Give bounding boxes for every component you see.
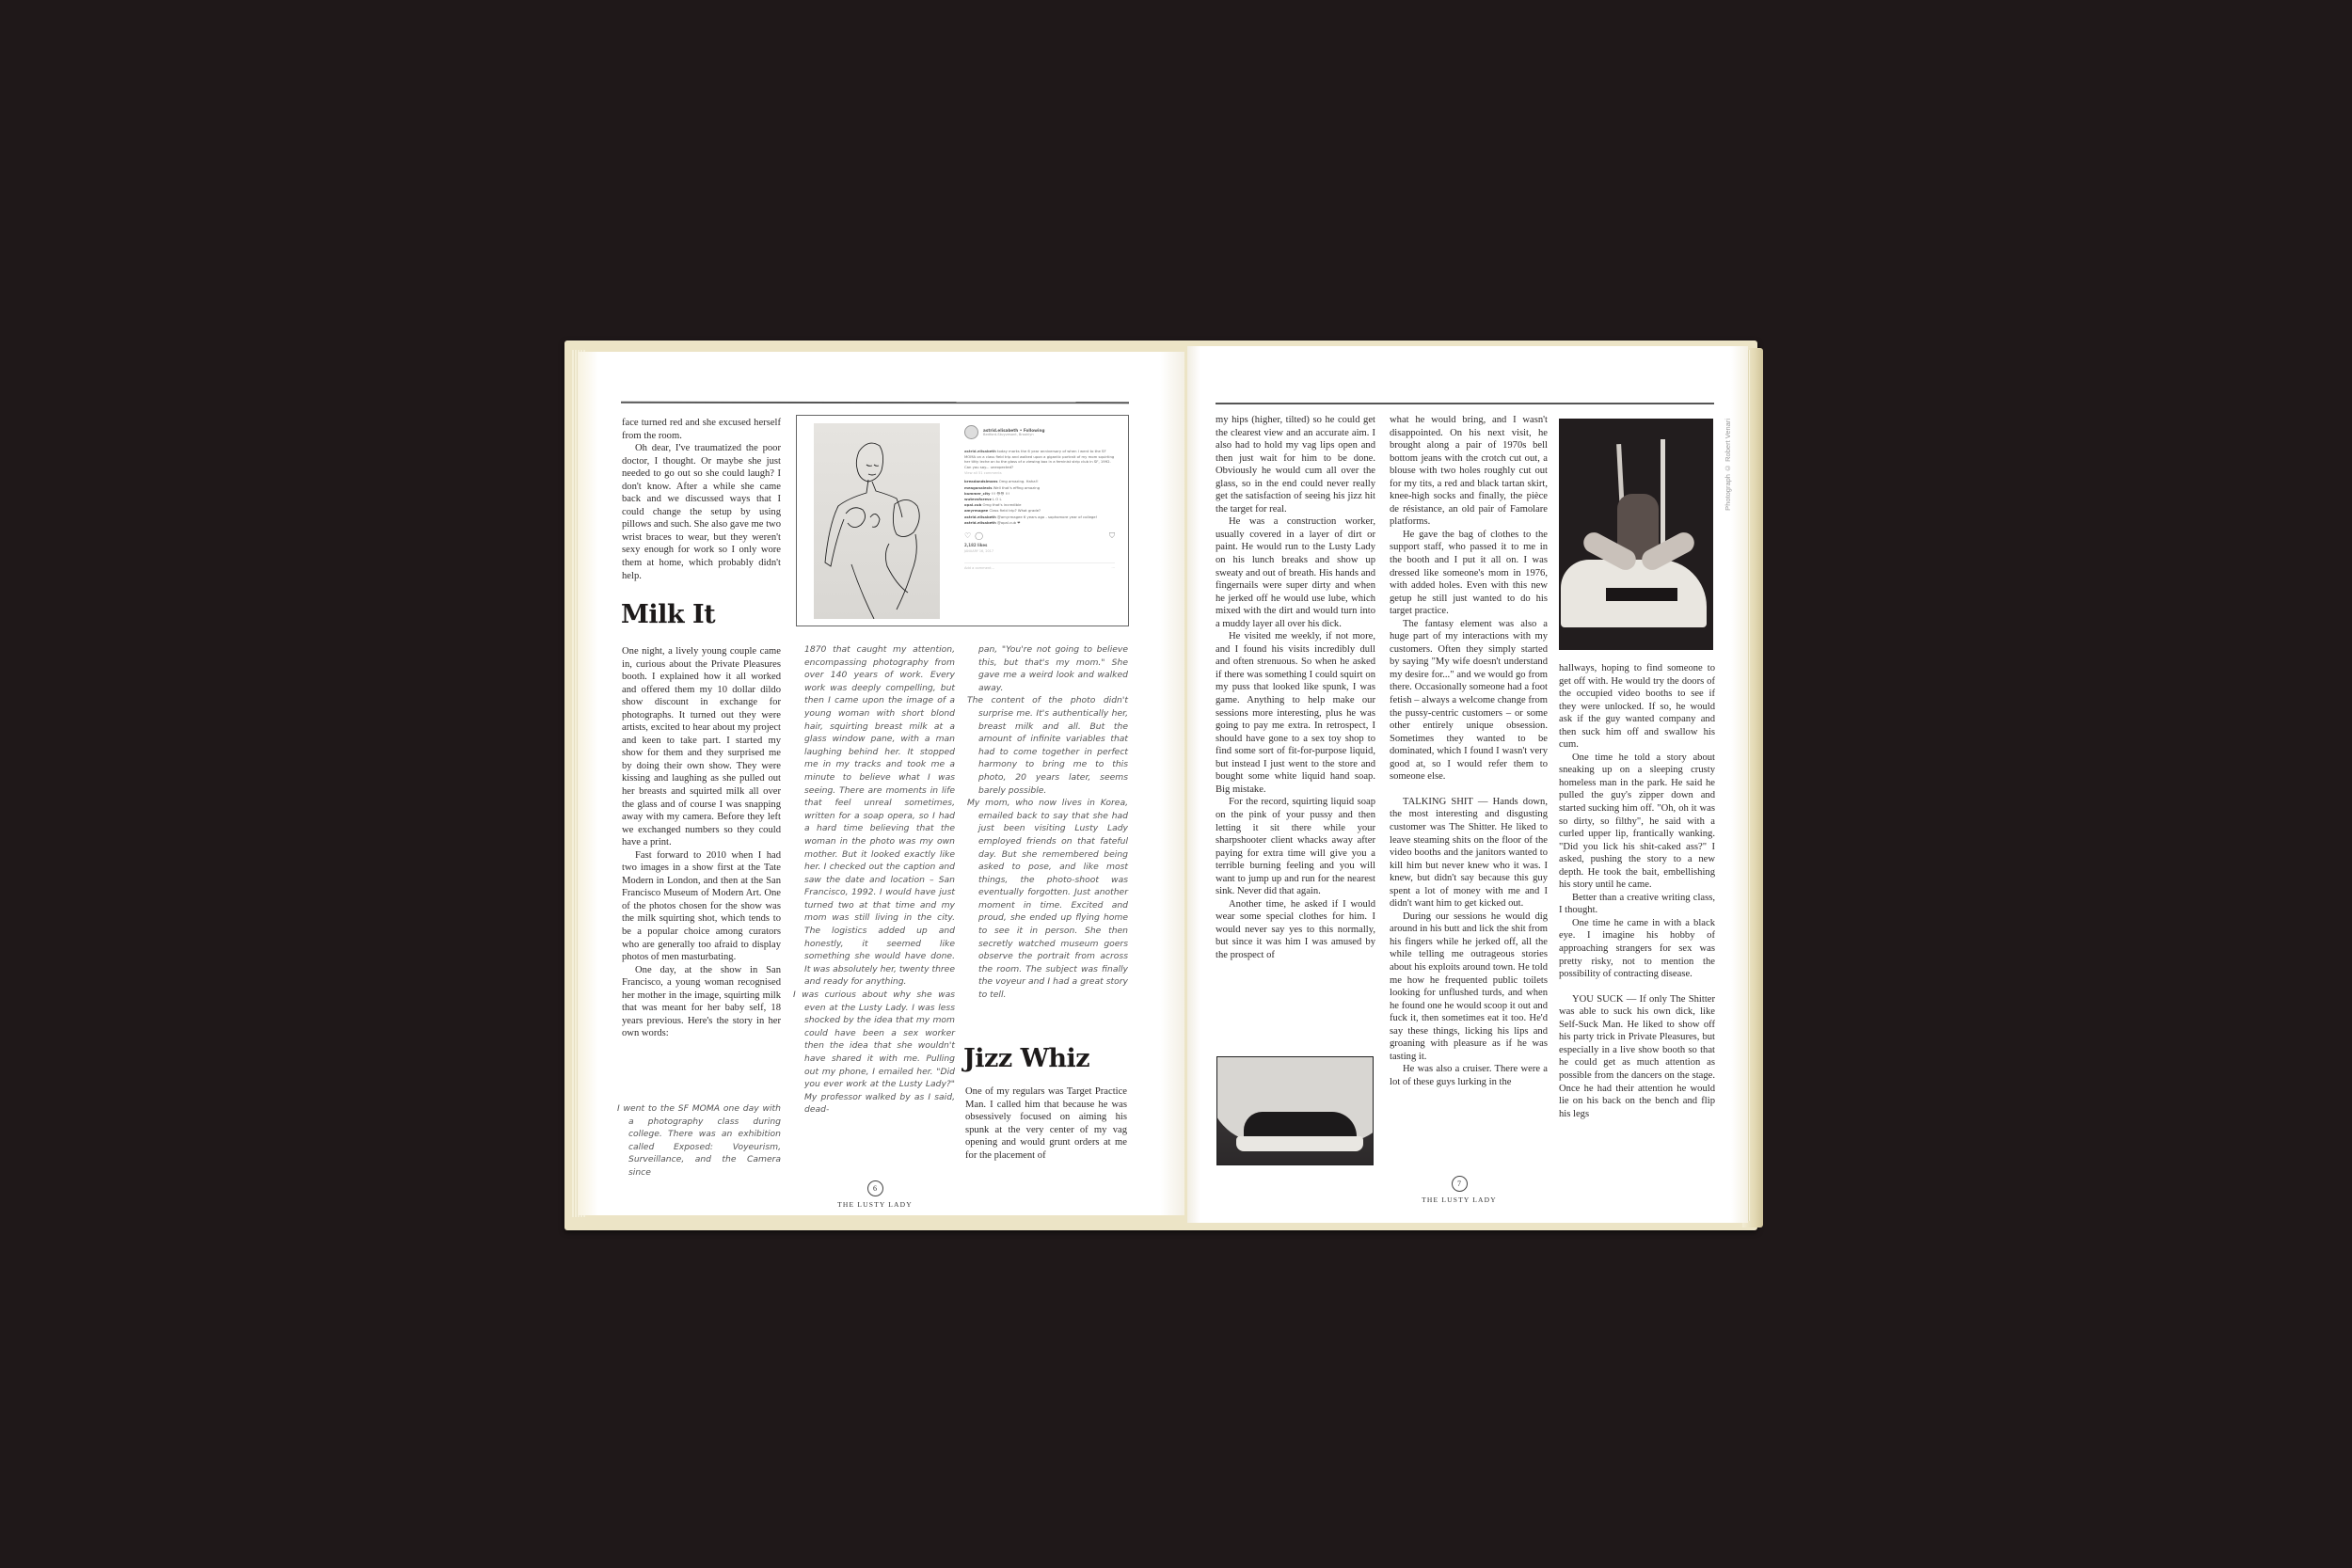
left-col2-quote [793, 643, 955, 1117]
comment-text: @amyrmagee 6 years ago - sophomore year of college! [997, 514, 1098, 519]
platform-shoe-photo [1216, 1056, 1374, 1165]
right-col1 [1216, 414, 1375, 962]
paragraph: He gave the bag of clothes to the support staff, who passed it to me in the booth and I put it all on. I was dressed like someone's mom in 1976, with added holes. Even with this new getup he still just wanted to do his target practice. [1390, 529, 1548, 617]
comment-text: @opal.cub ❤ [997, 519, 1021, 525]
right-col3 [1559, 662, 1715, 1120]
paragraph: what he would bring, and I wasn't disappointed. On his next visit, he brought along a pair of 1970s bell bottom jeans with the crotch cut out, a blouse with two holes roughly cut out for my tits, a red and black tartan skirt, knee-high socks and finally, the pièce de résistance, an old pair of Famolare platforms. [1390, 415, 1548, 528]
comment-text: L O L [992, 496, 1002, 501]
comment-text: !!! 😳😳 !!! [991, 490, 1010, 496]
paragraph: During our sessions he would dig around in his butt and lick the shit from his fingers while he jerked off, all the while telling me outrageous stories about his exploits around town. He told me how he frequented public toilets looking for unflushed turds, and when he found one he would scoop it out and fuck it, then sometimes eat it too. He'd say these things, licking his lips and groaning with pleasure as if he was tasting it. [1390, 911, 1548, 1062]
photo-detail [1236, 1136, 1363, 1151]
comment-user[interactable]: bummer_city [964, 490, 991, 496]
paragraph: my hips (higher, tilted) so he could get the clearest view and an accurate aim. I also had to hold my vag lips open and then just wait for him to be done. Obviously he would cum all over the glass, so in the end could never really get the satisfaction of seeing his jizz hit the target for real. [1216, 415, 1375, 515]
line-drawing-image [814, 423, 940, 619]
comment [964, 520, 1115, 526]
paragraph: The fantasy element was also a huge part of my interactions with my customers. Often they simply started by saying "My wife doesn't understand my desire for..." and we would go from there. Occasionally someone had a foot fetish – always a welcome change from the pussy-centric customers – or some other entirely unique obsession. Sometimes they wanted to be dominated, which I found I wasn't very good at, so I would refer them to someone else. [1390, 618, 1548, 783]
paragraph: One of my regulars was Target Practice Man. I called him that because he was obsessively focused on aiming his spunk at the very center of my vag opening and would grunt orders at me for the placement of [965, 1086, 1127, 1161]
more-options-icon[interactable]: ⋯ [1111, 566, 1115, 570]
caption-text: today marks the 6 year anniversary of when I went to the SF MOMA on a class field trip and walked upon a gigantic portrait of my mom squirting her titty leche on to the glass of a viewing box in a feminist strip club in SF, 1992. Can you say... unexpected? [964, 449, 1115, 469]
comment-text: Omg that's incredible [982, 502, 1022, 508]
paragraph: He was a construction worker, usually covered in a layer of dirt or paint. He would run to the Lusty Lady on his lunch breaks and show up sweaty and out of breath. His hands and fingernails were super dirty and when he jerked off he would use lube, which mixed with the dirt and would turn into a muddy layer all over his dick. [1216, 516, 1375, 629]
performer-photo [1559, 419, 1713, 650]
section-heading-milk-it: Milk It [621, 600, 716, 629]
photo-credit: Photograph © Robert Venari [1724, 419, 1732, 511]
comments-list [964, 479, 1115, 526]
quote-paragraph: My mom, who now lives in Korea, emailed back to say that she had just been visiting Lusty Lady employed friends on that fateful day. But she remembered being asked to pose, and like most things, the photo-shoot was eventually forgotten. Just another moment in time. Excited and proud, she ended up flying home to see it in person. She then secretly watched museum goers observe the portrait from across the room. The subject was finally the voyeur and I had a great story to tell. [967, 798, 1128, 1001]
page-number: 6 [867, 1180, 883, 1196]
follow-button[interactable]: Following [1023, 428, 1045, 433]
comment-icon[interactable]: ◯ [975, 531, 984, 540]
view-all-comments-link[interactable]: View all 51 comments [964, 471, 1002, 476]
line-drawing-illustration [814, 423, 940, 619]
left-col1-body [622, 645, 781, 1040]
instagram-header: astrid.elisabeth • Following Bedford-Stuyvesant, Brooklyn [964, 425, 1115, 439]
comment-text: Omg amazing. Haha!! [998, 479, 1039, 484]
comment-user[interactable]: astrid.elisabeth [964, 514, 996, 519]
comment-user[interactable]: wutevsforevz [964, 496, 992, 501]
paragraph: hallways, hoping to find someone to get off with. He would try the doors of the occupied video booths to see if they were unlocked. If so, he would ask if the guy wanted company and then suck him off and swallow his cum. [1559, 663, 1715, 751]
paragraph: face turned red and she excused herself from the room. [622, 418, 781, 441]
quote-paragraph: I was curious about why she was even at the Lusty Lady. I was less shocked by the idea that my mom could have been a sex worker then the idea that she wouldn't have shared it with me. Pulling out my phone, I emailed her. "Did you ever work at the Lusty Lady?" My professor walked by as I said, dead- [793, 990, 955, 1116]
paragraph: Oh dear, I've traumatized the poor doctor, I thought. Or maybe she just needed to go out so she could laugh? I don't know. After a while she came back and we discussed ways that I could change the setup by using pillows and such. She also gave me two wrist braces to wear, but they weren't sexy enough for work so I only wore them at home, which probably didn't help. [622, 443, 781, 581]
paragraph: Another time, he asked if I would wear some special clothes for him. I would never say yes to this normally, but since it was him I was amused by the prospect of [1216, 898, 1375, 960]
photo-detail [1661, 439, 1665, 547]
quote-paragraph: I went to the SF MOMA one day with a photography class during college. There was an exhibition called Exposed: Voyeurism, Surveillance, and the Camera since [617, 1103, 781, 1178]
running-footer-title: THE LUSTY LADY [837, 1200, 913, 1209]
left-col1-top [622, 417, 781, 582]
instagram-sidebar [964, 425, 1115, 570]
instagram-post-figure [796, 415, 1129, 626]
caption-username[interactable]: astrid.elisabeth [964, 449, 996, 453]
comment-user[interactable]: breadandsimons [964, 479, 998, 484]
left-page-footer [809, 1180, 941, 1209]
section-you-suck: YOU SUCK — If only The Shitter was able to suck his own dick, like Self-Suck Man. He liked to show off his party trick in Private Pleasures, but especially in a live show booth so that he could get as much attention as possible from the dancers on the stage. Once he had their attention he would lie on his back on the bench and flip his legs [1559, 993, 1715, 1119]
quote-paragraph: The content of the photo didn't surprise me. It's authentically her, breast milk and all. But the amount of infinite variables that had to come together in perfect harmony to bring me to this photo, 20 years later, seems barely possible. [967, 695, 1128, 796]
post-date: JANUARY 16, 2017 [964, 549, 993, 553]
right-page-top-rule [1216, 403, 1714, 404]
left-col3-body [965, 1085, 1127, 1162]
quote-paragraph: 1870 that caught my attention, encompassing photography from over 140 years of work. Every work was deeply compelling, but then I came upon the image of a young woman with short blond hair, squirting breast milk at a glass window pane, with a man laughing behind her. It stopped me in my tracks and took me a minute to believe what I was seeing. There are moments in life that feel unreal sometimes, written for a soap opera, so I had a hard time believing that the woman in the photo was my own mother. But it looked exactly like her. I checked out the caption and saw the date and location – San Francisco, 1992. I would have just turned two at that time and my mom was still living in the city. The logistics added up and honestly, it seemed like something she would have done. It was absolutely her, twenty three and ready for anything. [804, 644, 955, 988]
right-col2 [1390, 414, 1548, 1088]
bookmark-icon[interactable]: ⛉ [1109, 531, 1115, 540]
paragraph: He was also a cruiser. There were a lot of these guys lurking in the [1390, 1064, 1548, 1087]
add-comment-row [964, 562, 1115, 570]
running-footer-title: THE LUSTY LADY [1422, 1196, 1497, 1204]
left-col1-quote [617, 1102, 781, 1180]
paragraph: Fast forward to 2010 when I had two images in a show first at the Tate Modern in London, and then at the San Francisco Museum of Modern Art. One of the photos chosen for the show was the milk squirting shot, which tends to be a popular choice among curators who are generally too afraid to display photos of men masturbating. [622, 849, 781, 963]
comment-user[interactable]: astrid.elisabeth [964, 519, 996, 525]
paragraph: One day, at the show in San Francisco, a young woman recognised her mother in the image, squirting milk that was meant for her baby self, 18 years previous. Here's the story in her own words: [622, 964, 781, 1039]
avatar[interactable] [964, 425, 978, 439]
comment-text: Class field trip? What grade? [989, 508, 1041, 514]
paragraph: One time he came in with a black eye. I imagine his hobby of approaching strangers for sex was pretty risky, not to mention the possibility of contracting disease. [1559, 917, 1715, 980]
left-col3-quote [967, 643, 1128, 1002]
comment-user[interactable]: meaganalexis [964, 484, 993, 490]
username-link[interactable]: astrid.elisabeth [983, 428, 1019, 433]
location-link[interactable]: Bedford-Stuyvesant, Brooklyn [983, 433, 1034, 436]
page-number: 7 [1452, 1176, 1468, 1192]
paragraph: One night, a lively young couple came in, curious about the Private Pleasures booth. I explained how it all worked and offered them my 10 dollar dildo show discount in exchange for photographs. It turned out they were artists, excited to hear about my project and keen to take part. I started my show for them and they surprised me by doing their own show. They were kissing and laughing as she pulled out her breasts and squirted milk all over the glass and of course I was snapping away with my camera. Before they left we exchanged numbers so they could have a print. [622, 646, 781, 848]
section-heading-jizz-whiz: Jizz Whiz [963, 1044, 1090, 1073]
likes-count: 2,182 likes [964, 543, 988, 547]
quote-paragraph: pan, "You're not going to believe this, but that's my mom." She gave me a weird look and walked away. [978, 644, 1128, 693]
comment-user[interactable]: opal.cub [964, 502, 982, 508]
paragraph: One time he told a story about sneaking up on a sleeping crusty homeless man in the park. He said he pulled the guy's zipper down and started sucking him off. "Oh, oh it was so dirty, so filthy", he said with a curled upper lip, frantically wanking. "Did you lick his shit-caked ass?" I asked, pushing the story to a new depth. He took the bait, embellishing his story until he came. [1559, 752, 1715, 891]
comment-text: Well that's effing amazing [993, 484, 1041, 490]
post-caption [964, 449, 1115, 469]
section-talking-shit: TALKING SHIT — Hands down, the most interesting and disgusting customer was The Shitter. He liked to leave steaming shits on the floor of the video booths and the janitors wanted to kill him but never knew who it was. I knew, but didn't say because this guy spent a lot of money with me and I didn't want him to get kicked out. [1390, 796, 1548, 910]
heart-icon[interactable]: ♡ [964, 531, 972, 540]
post-actions [964, 531, 1115, 541]
add-comment-input[interactable]: Add a comment... [964, 566, 994, 570]
right-page-footer [1393, 1176, 1525, 1204]
paragraph: For the record, squirting liquid soap on the pink of your pussy and then letting it sit there while your sharpshooter client whacks away after paying for extra time will give you a terrible burning feeling and you will want to jump up and run for the nearest sink. Never did that again. [1216, 797, 1375, 897]
paragraph: He visited me weekly, if not more, and I found his visits incredibly dull and often strenuous. So when he asked if there was something I could squirt on my puss that looked like spunk, I was game. Anything to help make our sessions more interesting, plus he was going to pay me extra. In retrospect, I should have gone to a sex toy shop to find some sort of fit-for-purpose liquid, but instead I just went to the store and bought some white liquid hand soap. Big mistake. [1216, 631, 1375, 795]
paragraph: Better than a creative writing class, I thought. [1559, 892, 1715, 916]
comment-user[interactable]: amyrmagee [964, 508, 989, 514]
photo-detail [1606, 588, 1677, 601]
